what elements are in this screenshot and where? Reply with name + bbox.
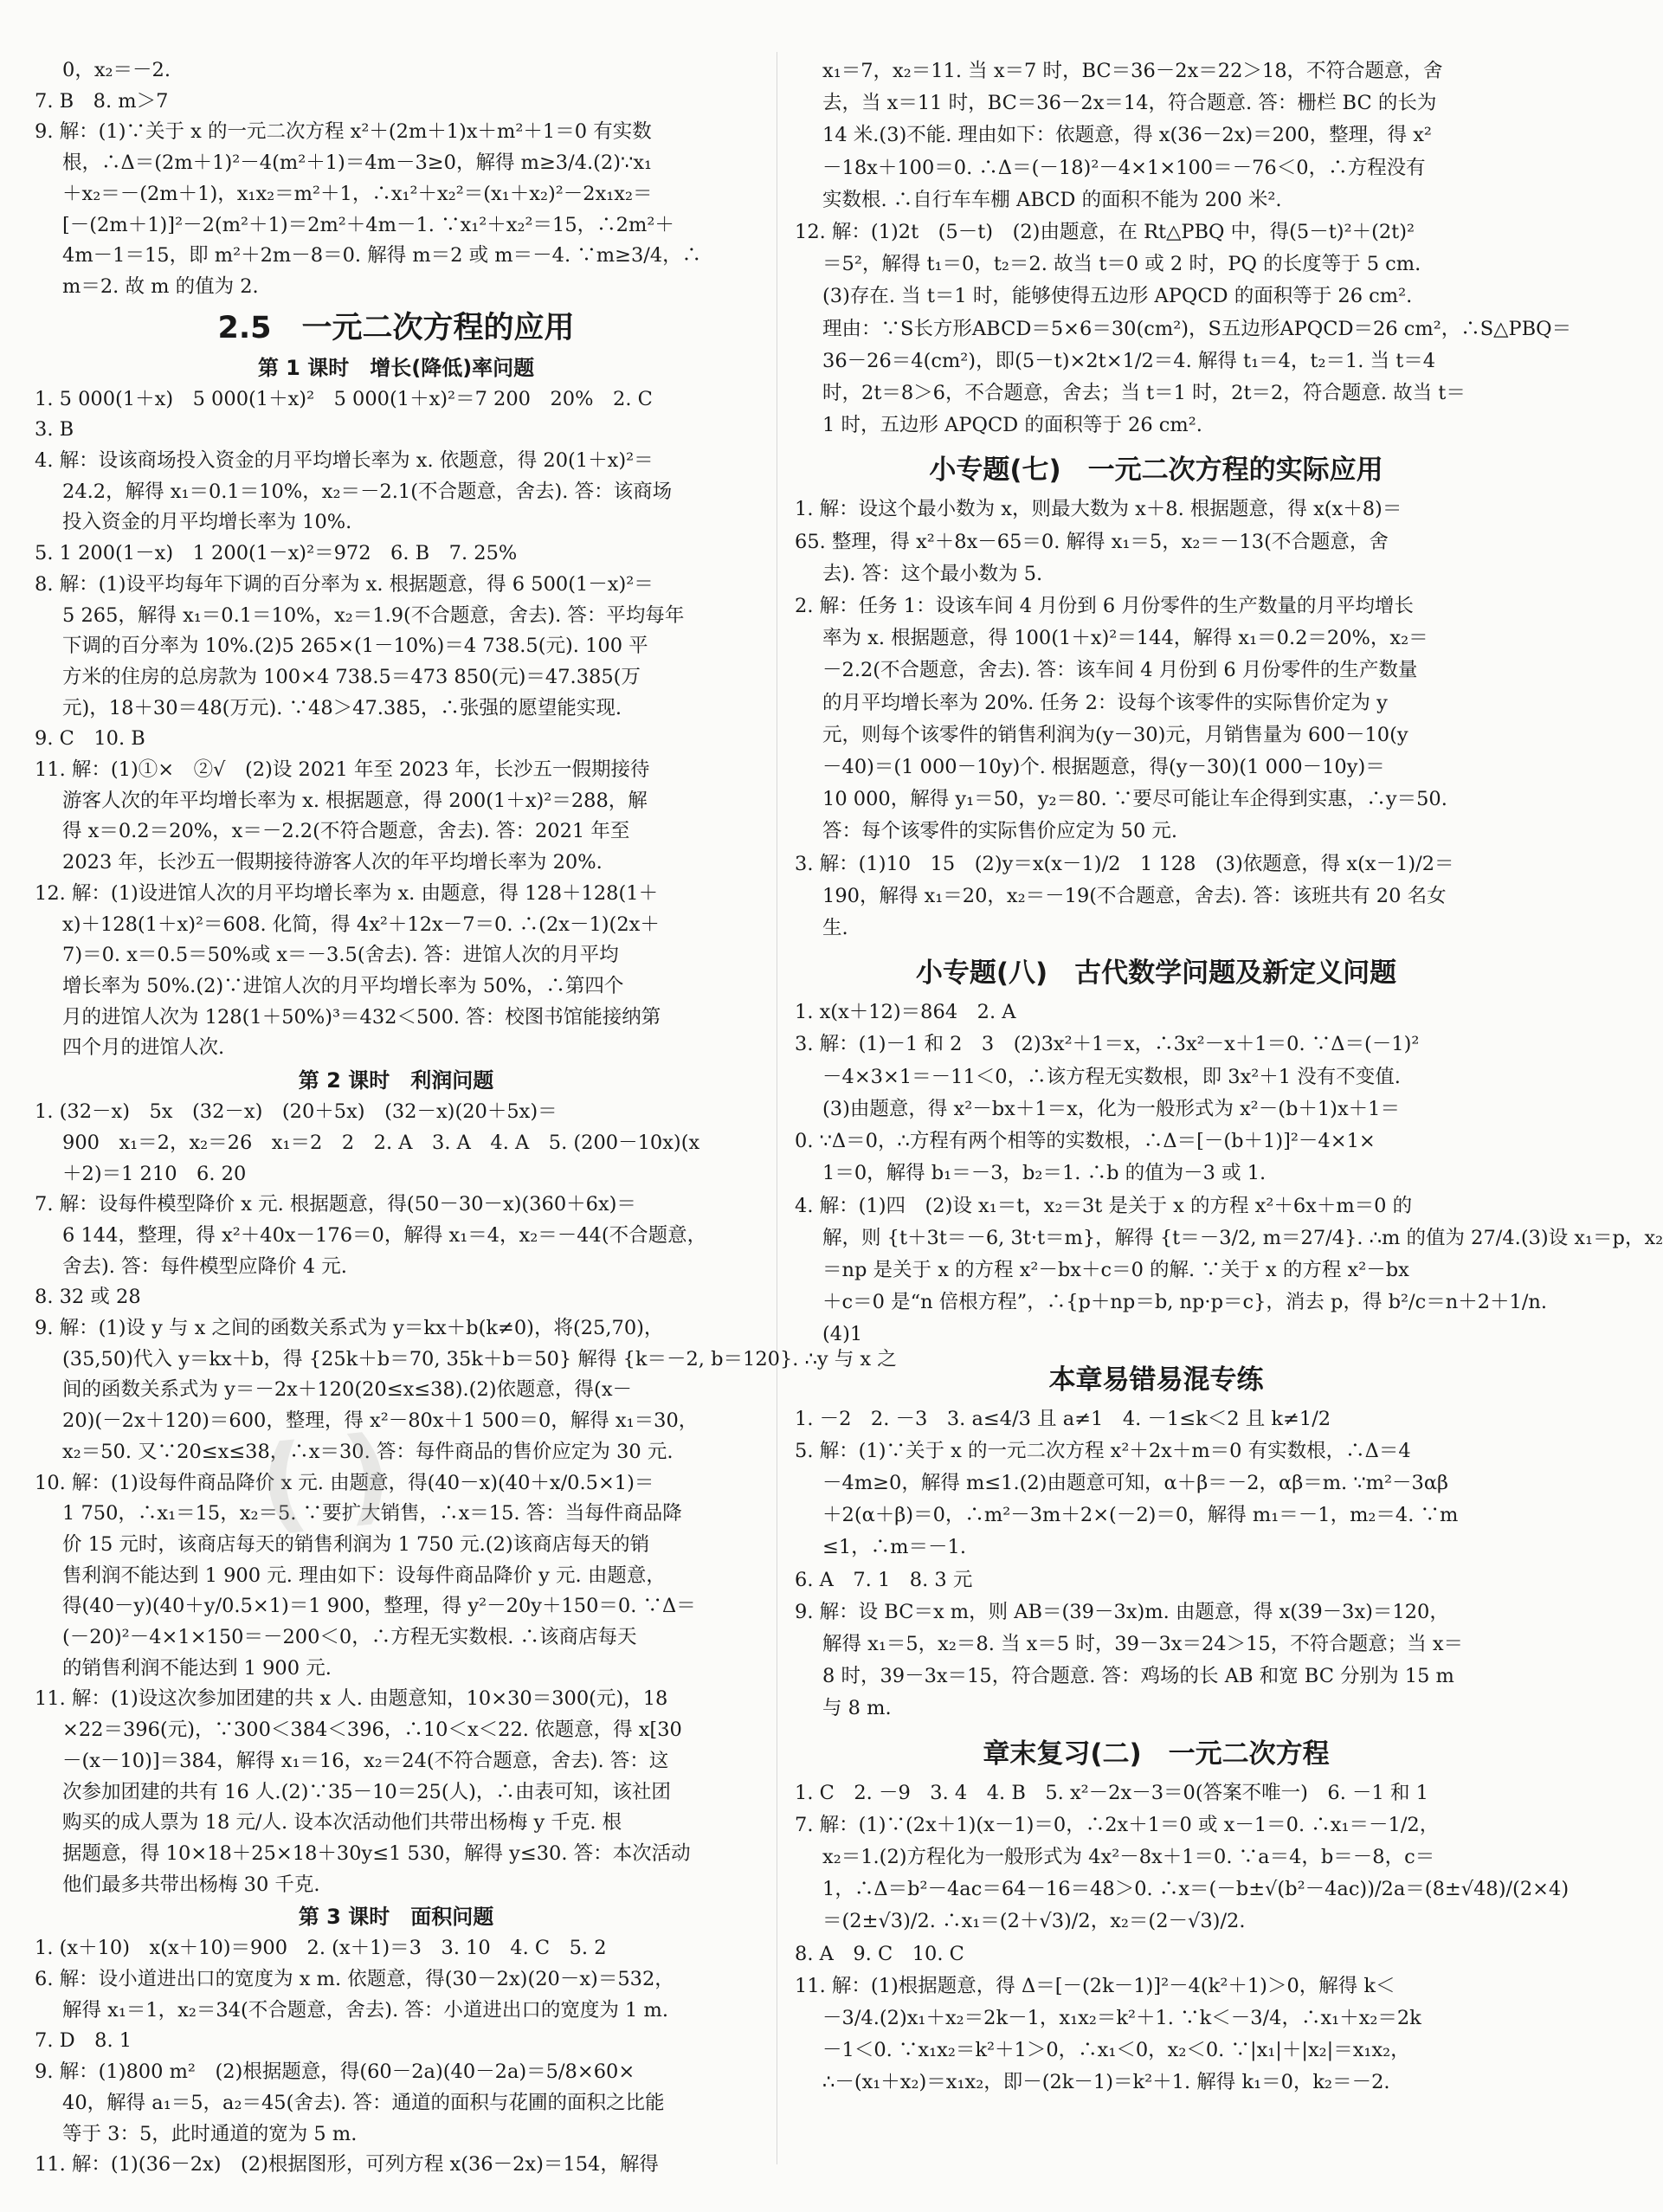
answer-line: 11. 解：(1)(36－2x) (2)根据图形，可列方程 x(36－2x)＝154，解得: [35, 2153, 659, 2177]
answer-line: (35,50)代入 y＝kx＋b，得 {25k＋b＝70, 35k＋b＝50} 解得 {k＝－2, b＝120}. ∴y 与 x 之: [62, 1347, 897, 1370]
answer-line: 7)＝0. x＝0.5＝50%或 x＝－3.5(舍去). 答：进馆人次的月平均: [62, 944, 619, 967]
answer-line: 答：每个该零件的实际售价应定为 50 元.: [822, 820, 1178, 843]
answer-line: x)＋128(1＋x)²＝608. 化简，得 4x²＋12x－7＝0. ∴(2x－1)(2x＋: [62, 913, 660, 936]
answer-line: 售利润不能达到 1 900 元. 理由如下：设每件商品降价 y 元. 由题意，: [62, 1564, 666, 1587]
answer-line: [－(2m＋1)]²－2(m²＋1)＝2m²＋4m－1. ∵x₁²＋x₂²＝15，∴2m²＋: [62, 213, 674, 236]
answer-line: 10 000，解得 y₁＝50，y₂＝80. ∵要尽可能让车企得到实惠，∴y＝50.: [822, 788, 1447, 811]
answer-line: 率为 x. 根据题意，得 100(1＋x)²＝144，解得 x₁＝0.2＝20%，x₂＝: [822, 627, 1428, 650]
answer-line: 1. C 2. －9 3. 4 4. B 5. x²－2x－3＝0(答案不唯一) 6. －1 和 1: [795, 1781, 1428, 1804]
answer-line: 11. 解：(1)设这次参加团建的共 x 人. 由题意知，10×30＝300(元)，18: [35, 1687, 668, 1711]
answer-line: 6 144，整理，得 x²＋40x－176＝0，解得 x₁＝4，x₂＝－44(不合题意，: [62, 1223, 707, 1247]
answer-line: x₂＝1.(2)方程化为一般形式为 4x²－8x＋1＝0. ∵a＝4，b＝－8，c＝: [822, 1845, 1435, 1868]
answer-line: 方米的住房的总房款为 100×4 738.5＝473 850(元)＝47.385(万: [62, 665, 641, 688]
answer-line: ＝(2±√3)/2. ∴x₁＝(2＋√3)/2，x₂＝(2－√3)/2.: [822, 1910, 1246, 1933]
answer-line: 1. x(x＋12)＝864 2. A: [795, 1001, 1016, 1024]
answer-line: 1，∴Δ＝b²－4ac＝64－16＝48＞0. ∴x＝(－b±√(b²－4ac))/2a＝(8±√48)/(2×4): [822, 1878, 1570, 1901]
answer-line: －2.2(不合题意，舍去). 答：该车间 4 月份到 6 月份零件的生产数量: [822, 659, 1418, 682]
answer-line: 9. 解：(1)∵关于 x 的一元二次方程 x²＋(2m＋1)x＋m²＋1＝0 有实数: [35, 120, 652, 144]
answer-line: 8. 32 或 28: [35, 1286, 141, 1309]
answer-line: 11. 解：(1)①× ②√ (2)设 2021 年至 2023 年，长沙五一假期接待: [35, 758, 650, 782]
answer-line: (3)由题意，得 x²－bx＋1＝x，化为一般形式为 x²－(b＋1)x＋1＝: [822, 1097, 1400, 1120]
answer-line: 与 8 m.: [822, 1697, 892, 1720]
answer-line: 11. 解：(1)根据题意，得 Δ＝[－(2k－1)]²－4(k²＋1)＞0，解得 k＜: [795, 1974, 1396, 1997]
answer-line: x₁＝7，x₂＝11. 当 x＝7 时，BC＝36－2x＝22＞18，不符合题意，舍: [822, 60, 1443, 82]
answer-line: 7. D 8. 1: [35, 2029, 132, 2053]
answer-line: ×22＝396(元)，∵300＜384＜396，∴10＜x＜22. 依题意，得 x[30: [62, 1719, 682, 1742]
answer-line: 元，则每个该零件的销售利润为(y－30)元，月销售量为 600－10(y: [822, 723, 1408, 746]
lesson-3-answers: [35, 1933, 757, 2181]
lesson-3-title: 第 3 课时 面积问题: [298, 1905, 494, 1930]
answer-line: 游客人次的年平均增长率为 x. 根据题意，得 200(1＋x)²＝288，解: [62, 789, 648, 812]
answer-line: 间的函数关系式为 y＝－2x＋120(20≤x≤38).(2)依题意，得(x－: [62, 1378, 633, 1402]
answer-line: 的月平均增长率为 20%. 任务 2：设每个该零件的实际售价定为 y: [822, 691, 1388, 714]
answer-line: 2023 年，长沙五一假期接待游客人次的年平均增长率为 20%.: [62, 851, 603, 874]
answer-line: 5. 1 200(1－x) 1 200(1－x)²＝972 6. B 7. 25%: [35, 542, 518, 565]
answer-line: m＝2. 故 m 的值为 2.: [62, 274, 259, 298]
answer-line: 4. 解：设该商场投入资金的月平均增长率为 x. 依题意，得 20(1＋x)²＝: [35, 449, 654, 473]
answer-line: 3. 解：(1)10 15 (2)y＝x(x－1)/2 1 128 (3)依题意，得 x(x－1)/2＝: [795, 852, 1454, 875]
answer-line: 36－26＝4(cm²)，即(5－t)×2t×1/2＝4. 解得 t₁＝4，t₂＝1. 当 t＝4: [822, 349, 1436, 372]
lesson-1-title: 第 1 课时 增长(降低)率问题: [257, 355, 535, 380]
answer-line: 8 时，39－3x＝15，符合题意. 答：鸡场的长 AB 和宽 BC 分别为 15 m: [822, 1665, 1454, 1688]
answer-line: 14 米.(3)不能. 理由如下：依题意，得 x(36－2x)＝200，整理，得 x²: [822, 124, 1432, 147]
answer-line: 价 15 元时，该商店每天的销售利润为 1 750 元.(2)该商店每天的销: [62, 1532, 650, 1556]
answer-line: －(x－10)]＝384，解得 x₁＝16，x₂＝24(不符合题意，舍去). 答：这: [62, 1749, 669, 1772]
answer-line: 2. 解：任务 1：设该车间 4 月份到 6 月份零件的生产数量的月平均增长: [795, 595, 1414, 618]
answer-line: 5. 解：(1)∵关于 x 的一元二次方程 x²＋2x＋m＝0 有实数根，∴Δ＝4: [795, 1439, 1411, 1462]
lesson-1-answers: [35, 384, 757, 1064]
answer-line: 1. (32－x) 5x (32－x) (20＋5x) (32－x)(20＋5x)＝: [35, 1100, 558, 1124]
answer-line: 去). 答：这个最小数为 5.: [822, 562, 1043, 585]
answer-line: 3. 解：(1)－1 和 2 3 (2)3x²＋1＝x，∴3x²－x＋1＝0. ∵Δ＝(－1)²: [795, 1033, 1420, 1056]
left-continued-block: [35, 55, 757, 303]
answer-line: 1 时，五边形 APQCD 的面积等于 26 cm².: [822, 414, 1202, 437]
answer-line: ＋2)＝1 210 6. 20: [62, 1162, 247, 1185]
answer-line: 5 265，解得 x₁＝0.1＝10%，x₂＝1.9(不合题意，舍去). 答：平均每年: [62, 603, 685, 627]
answer-line: 1. －2 2. －3 3. a≤4/3 且 a≠1 4. －1≤k＜2 且 k≠1/2: [795, 1407, 1331, 1430]
answer-line: 0，x₂＝－2.: [62, 59, 171, 81]
answer-line: 解，则 {t＋3t＝－6, 3t·t＝m}，解得 {t＝－3/2, m＝27/4}. ∴m 的值为 27/4.(3)设 x₁＝p，x₂: [822, 1226, 1663, 1249]
answer-line: 解得 x₁＝1，x₂＝34(不合题意，舍去). 答：小道进出口的宽度为 1 m.: [62, 1998, 668, 2022]
answer-line: ∴－(x₁＋x₂)＝x₁x₂，即－(2k－1)＝k²＋1. 解得 k₁＝0，k₂＝－2.: [822, 2071, 1390, 2094]
answer-line: 24.2，解得 x₁＝0.1＝10%，x₂＝－2.1(不合题意，舍去). 答：该商场: [62, 480, 673, 503]
answer-line: 12. 解：(1)2t (5－t) (2)由题意，在 Rt△PBQ 中，得(5－t)²＋(2t)²: [795, 221, 1415, 244]
review-title: 章末复习(二) 一元二次方程: [983, 1738, 1330, 1770]
answer-line: 20)(－2x＋120)＝600，整理，得 x²－80x＋1 500＝0，解得 x₁＝30，: [62, 1409, 699, 1433]
answer-line: 得 x＝0.2＝20%，x＝－2.2(不符合题意，舍去). 答：2021 年至: [62, 820, 630, 843]
answer-line: 投入资金的月平均增长率为 10%.: [62, 511, 352, 534]
answer-line: ＝5²，解得 t₁＝0，t₂＝2. 故当 t＝0 或 2 时，PQ 的长度等于 5 cm.: [822, 253, 1421, 276]
answer-line: (4)1: [822, 1323, 863, 1346]
answer-line: ＝np 是关于 x 的方程 x²－bx＋c＝0 的解. ∵关于 x 的方程 x²－bx: [822, 1258, 1409, 1281]
answer-line: 1 750，∴x₁＝15，x₂＝5. ∵要扩大销售，∴x＝15. 答：当每件商品降: [62, 1502, 682, 1525]
answer-line: 时，2t＝8＞6，不合题意，舍去；当 t＝1 时，2t＝2，符合题意. 故当 t＝: [822, 382, 1466, 405]
answer-line: 解得 x₁＝5，x₂＝8. 当 x＝5 时，39－3x＝24＞15，不符合题意；当 x＝: [822, 1632, 1464, 1655]
answer-line: 4. 解：(1)四 (2)设 x₁＝t，x₂＝3t 是关于 x 的方程 x²＋6x＋m＝0 的: [795, 1194, 1413, 1217]
mistakes-title: 本章易错易混专练: [1048, 1364, 1264, 1396]
answer-line: －18x＋100＝0. ∴Δ＝(－18)²－4×1×100＝－76＜0，∴方程没有: [822, 156, 1426, 179]
answer-line: (3)存在. 当 t＝1 时，能够使得五边形 APQCD 的面积等于 26 cm².: [822, 285, 1413, 308]
answer-line: 购买的成人票为 18 元/人. 设本次活动他们共带出杨梅 y 千克. 根: [62, 1811, 622, 1835]
answer-line: 去，当 x＝11 时，BC＝36－2x＝14，符合题意. 答：栅栏 BC 的长为: [822, 92, 1437, 115]
answer-line: ＋c＝0 是“n 倍根方程”，∴{p＋np＝b, np·p＝c}，消去 p，得 b²/c＝n＋2＋1/n.: [822, 1291, 1548, 1314]
answer-line: 6. A 7. 1 8. 3 元: [795, 1568, 973, 1591]
topic-7-title: 小专题(七) 一元二次方程的实际应用: [929, 455, 1383, 487]
answer-line: 190，解得 x₁＝20，x₂＝－19(不合题意，舍去). 答：该班共有 20 名女: [822, 884, 1447, 907]
answer-line: 得(40－y)(40＋y/0.5×1)＝1 900，整理，得 y²－20y＋150＝0. ∵Δ＝: [62, 1595, 696, 1618]
answer-line: 元)，18＋30＝48(万元). ∵48＞47.385，∴张强的愿望能实现.: [62, 696, 622, 719]
answer-line: 8. 解：(1)设平均每年下调的百分率为 x. 根据题意，得 6 500(1－x)²＝: [35, 572, 654, 596]
answer-line: 900 x₁＝2，x₂＝26 x₁＝2 2 2. A 3. A 4. A 5. (200－10x)(x: [62, 1131, 700, 1154]
answer-line: 3. B: [35, 418, 74, 442]
answer-line: 1. 5 000(1＋x) 5 000(1＋x)² 5 000(1＋x)²＝7 200 20% 2. C: [35, 387, 653, 410]
answer-line: 9. 解：(1)800 m² (2)根据题意，得(60－2a)(40－2a)＝5/8×60×: [35, 2060, 635, 2084]
answer-line: ≤1，∴m＝－1.: [822, 1536, 966, 1559]
answer-line: 舍去). 答：每件模型应降价 4 元.: [62, 1254, 347, 1278]
answer-line: (－20)²－4×1×150＝－200＜0，∴方程无实数根. ∴该商店每天: [62, 1626, 637, 1649]
answer-line: 9. 解：(1)设 y 与 x 之间的函数关系式为 y＝kx＋b(k≠0)，将(25,70)，: [35, 1317, 664, 1340]
watermark: ( ): [254, 1413, 397, 1547]
mistakes-answers: [795, 1403, 1518, 1725]
answer-line: 他们最多共带出杨梅 30 千克.: [62, 1873, 320, 1896]
answer-line: 据题意，得 10×18＋25×18＋30y≤1 530，解得 y≤30. 答：本次活动: [62, 1841, 691, 1865]
answer-line: ＋2(α＋β)＝0，∴m²－3m＋2×(－2)＝0，解得 m₁＝－1，m₂＝4. ∵m: [822, 1504, 1459, 1527]
answer-line: 9. 解：设 BC＝x m，则 AB＝(39－3x)m. 由题意，得 x(39－3x)＝120，: [795, 1600, 1449, 1623]
topic-8-answers: [795, 996, 1663, 1351]
answer-line: 四个月的进馆人次.: [62, 1036, 225, 1060]
answer-line: 根，∴Δ＝(2m＋1)²－4(m²＋1)＝4m－3≥0，解得 m≥3/4.(2)∵x₁: [62, 152, 653, 175]
section-title: 2.5 一元二次方程的应用: [217, 310, 575, 345]
answer-line: －3/4.(2)x₁＋x₂＝2k－1，x₁x₂＝k²＋1. ∵k＜－3/4，∴x₁＋x₂＝2k: [822, 2006, 1421, 2029]
answer-line: 生.: [822, 917, 848, 940]
answer-line: 月的进馆人次为 128(1＋50%)³＝432＜500. 答：校图书馆能接纳第: [62, 1005, 661, 1029]
answer-line: －4×3×1＝－11＜0，∴该方程无实数根，即 3x²＋1 没有不变值.: [822, 1065, 1401, 1088]
answer-line: 4m－1＝15，即 m²＋2m－8＝0. 解得 m＝2 或 m＝－4. ∵m≥3/4，∴: [62, 244, 702, 268]
answer-line: 7. B 8. m＞7: [35, 89, 169, 113]
answer-line: 的销售利润不能达到 1 900 元.: [62, 1656, 332, 1680]
answer-line: －1＜0. ∵x₁x₂＝k²＋1＞0，∴x₁＜0，x₂＜0. ∵|x₁|＋|x₂|＝x₁x₂，: [822, 2039, 1410, 2062]
answer-line: 7. 解：设每件模型降价 x 元. 根据题意，得(50－30－x)(360＋6x)＝: [35, 1193, 636, 1216]
answer-line: ＋x₂＝－(2m＋1)，x₁x₂＝m²＋1，∴x₁²＋x₂²＝(x₁＋x₂)²－2x₁x₂＝: [62, 182, 653, 205]
answer-line: 7. 解：(1)∵(2x＋1)(x－1)＝0，∴2x＋1＝0 或 x－1＝0. ∴x₁＝－1/2，: [795, 1813, 1440, 1836]
answer-line: 实数根. ∴自行车车棚 ABCD 的面积不能为 200 米².: [822, 188, 1282, 211]
right-column: [795, 55, 1663, 2099]
answer-line: 次参加团建的共有 16 人.(2)∵35－10＝25(人)，∴由表可知，该社团: [62, 1780, 671, 1803]
answer-line: －40)＝(1 000－10y)个. 根据题意，得(y－30)(1 000－10y)＝: [822, 756, 1385, 779]
answer-line: －4m≥0，解得 m≤1.(2)由题意可知，α＋β＝－2，αβ＝m. ∵m²－3αβ: [822, 1471, 1449, 1494]
answer-line: 0. ∵Δ＝0，∴方程有两个相等的实数根，∴Δ＝[－(b＋1)]²－4×1×: [795, 1130, 1376, 1153]
lesson-2-title: 第 2 课时 利润问题: [298, 1068, 494, 1093]
answer-line: 1＝0，解得 b₁＝－3，b₂＝1. ∴b 的值为－3 或 1.: [822, 1162, 1267, 1185]
right-continued-block: [795, 55, 1572, 442]
answer-line: 下调的百分率为 10%.(2)5 265×(1－10%)＝4 738.5(元). 100 平: [62, 635, 648, 658]
answer-line: 9. C 10. B: [35, 727, 145, 751]
answer-line: 6. 解：设小道进出口的宽度为 x m. 依题意，得(30－2x)(20－x)＝532，: [35, 1968, 674, 1991]
topic-7-answers: [795, 493, 1518, 945]
answer-line: 理由：∵S长方形ABCD＝5×6＝30(cm²)，S五边形APQCD＝26 cm²，∴S△PBQ＝: [822, 317, 1572, 340]
review-answers: [795, 1777, 1570, 2099]
answer-line: 1. (x＋10) x(x＋10)＝900 2. (x＋1)＝3 3. 10 4. C 5. 2: [35, 1937, 607, 1960]
answer-line: 12. 解：(1)设进馆人次的月平均增长率为 x. 由题意，得 128＋128(1＋: [35, 881, 659, 905]
answer-line: 65. 整理，得 x²＋8x－65＝0. 解得 x₁＝5，x₂＝－13(不合题意，舍: [795, 530, 1389, 553]
answer-line: 40，解得 a₁＝5，a₂＝45(舍去). 答：通道的面积与花圃的面积之比能: [62, 2091, 665, 2114]
answer-line: 1. 解：设这个最小数为 x，则最大数为 x＋8. 根据题意，得 x(x＋8)＝: [795, 498, 1402, 521]
answer-line: 8. A 9. C 10. C: [795, 1942, 964, 1965]
answer-line: 10. 解：(1)设每件商品降价 x 元. 由题意，得(40－x)(40＋x/0.5×1)＝: [35, 1471, 654, 1494]
answer-line: 增长率为 50%.(2)∵进馆人次的月平均增长率为 50%，∴第四个: [62, 974, 624, 997]
answer-line: x₂＝50. 又∵20≤x≤38，∴x＝30. 答：每件商品的售价应定为 30 元.: [62, 1440, 674, 1463]
topic-8-title: 小专题(八) 古代数学问题及新定义问题: [915, 958, 1397, 990]
answer-line: 等于 3：5，此时通道的宽为 5 m.: [62, 2122, 358, 2145]
